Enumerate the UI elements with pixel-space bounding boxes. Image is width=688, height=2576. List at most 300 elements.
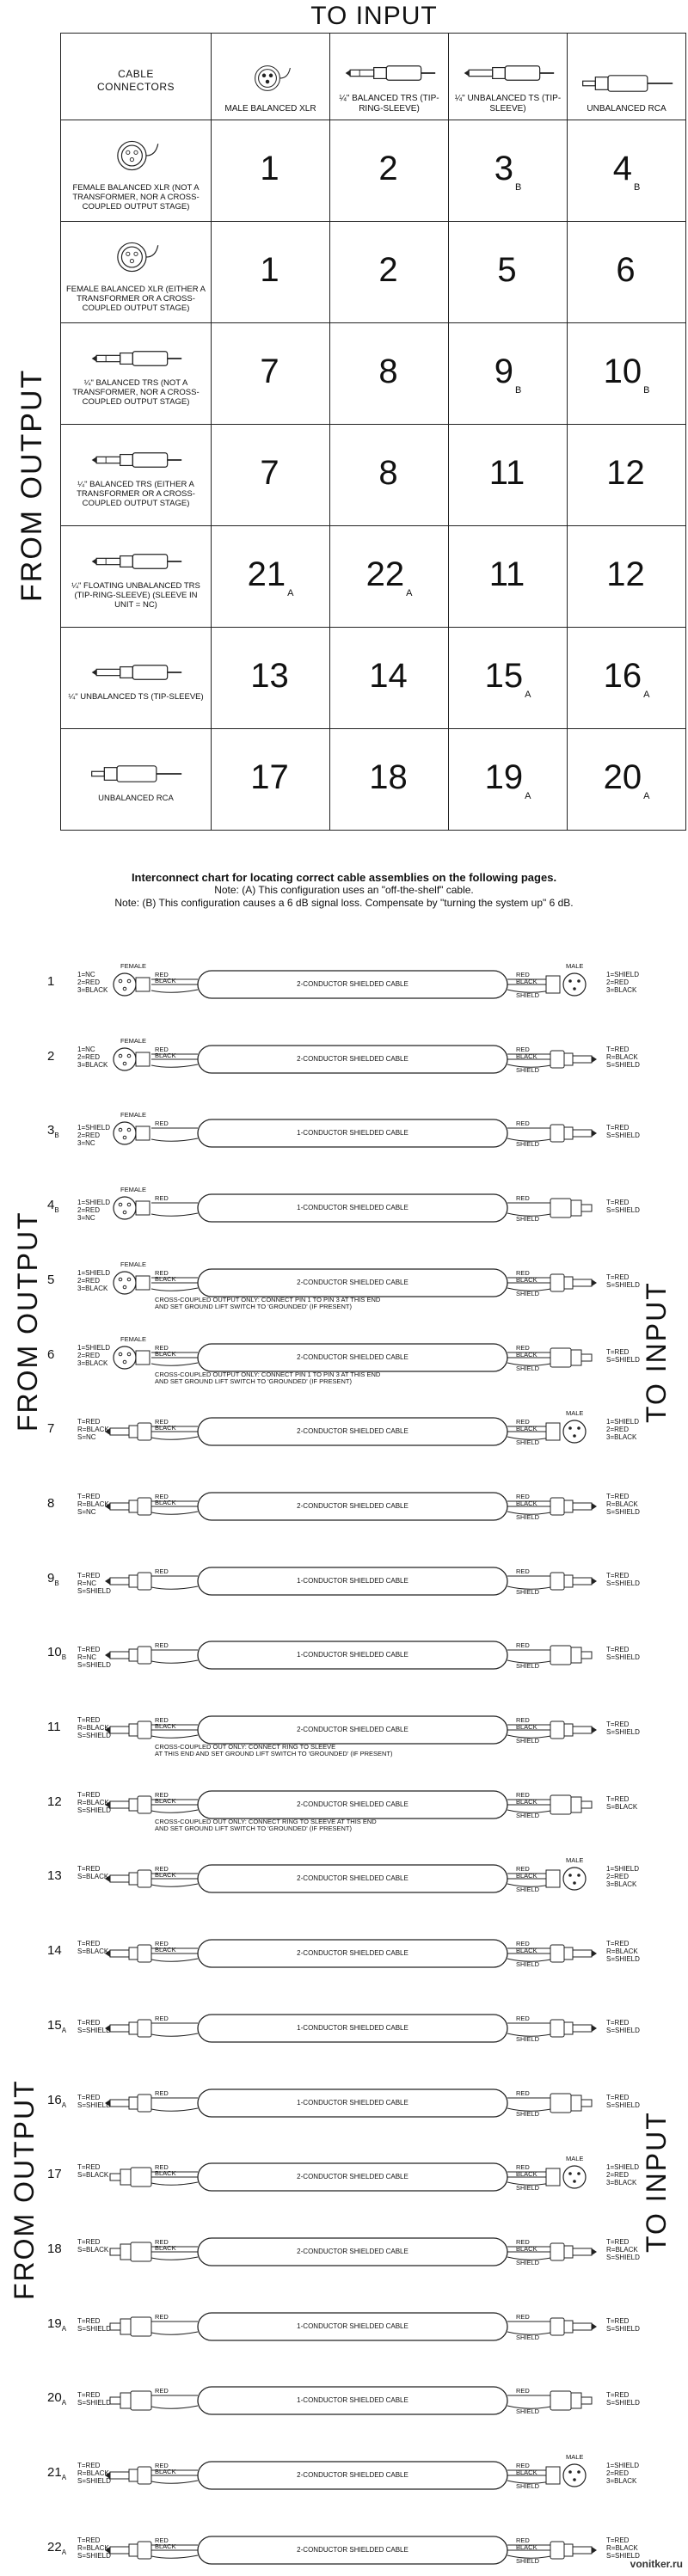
cable-diagram-21 <box>0 2450 688 2501</box>
wire-label-red-right: RED <box>516 2089 530 2097</box>
wire-label-black-left: BLACK <box>155 1871 176 1879</box>
right-pinout: 1=SHIELD 2=RED 3=BLACK <box>606 971 640 994</box>
output-row-label: UNBALANCED RCA <box>98 793 174 803</box>
diagram-number <box>47 2167 62 2183</box>
matrix-cell <box>330 323 449 425</box>
wire-label-black-left: BLACK <box>155 1722 176 1730</box>
cable-type: 2-CONDUCTOR SHIELDED CABLE <box>297 1949 408 1957</box>
wire-label-red-left: RED <box>155 1046 169 1053</box>
cable-type: 2-CONDUCTOR SHIELDED CABLE <box>297 1800 408 1808</box>
left-pinout: T=RED R=BLACK S=NC <box>77 1493 109 1516</box>
diagram-number <box>47 1571 59 1587</box>
wire-label-shield-right: SHIELD <box>516 1960 540 1968</box>
right-pinout: T=RED S=BLACK <box>606 1795 638 1811</box>
cable-number: 10 <box>603 352 642 390</box>
input-header-label: UNBALANCED RCA <box>587 104 666 113</box>
diagram-number <box>47 2540 66 2556</box>
diagram-number <box>47 1198 59 1214</box>
cable-note-letter: B <box>514 181 522 193</box>
cable-number: 2 <box>378 149 398 187</box>
cable-type: 2-CONDUCTOR SHIELDED CABLE <box>297 980 408 988</box>
matrix-cell <box>330 120 449 222</box>
right-pinout: T=RED S=SHIELD <box>606 1646 640 1661</box>
matrix-cell <box>449 120 568 222</box>
left-pinout: T=RED R=NC S=SHIELD <box>77 1572 111 1595</box>
wire-label-red-left: RED <box>155 1194 169 1202</box>
wire-label-red-right: RED <box>516 1641 530 1649</box>
wire-label-black-right: BLACK <box>516 1500 538 1507</box>
cable-diagram-17 <box>0 2151 688 2203</box>
cable-type: 2-CONDUCTOR SHIELDED CABLE <box>297 2471 408 2479</box>
left-pinout: T=RED R=BLACK S=SHIELD <box>77 2462 111 2485</box>
diagram-number-value: 17 <box>47 2167 62 2181</box>
female-label: FEMALE <box>120 1111 147 1119</box>
diagram-number-value: 10 <box>47 1645 62 1659</box>
wire-label-black-right: BLACK <box>516 1872 538 1880</box>
cable-type: 2-CONDUCTOR SHIELDED CABLE <box>297 2173 408 2180</box>
diagram-number-value: 8 <box>47 1496 55 1511</box>
cable-number: 19 <box>484 757 524 796</box>
cable-diagram-11 <box>0 1704 688 1756</box>
output-row-header-5 <box>61 628 212 729</box>
input-header-1 <box>330 34 449 120</box>
wire-label-black-right: BLACK <box>516 1052 538 1060</box>
wire-label-red-left: RED <box>155 2536 169 2544</box>
output-row-header-0 <box>61 120 212 222</box>
wire-label-black-right: BLACK <box>516 1723 538 1731</box>
diagram-number <box>47 2390 66 2407</box>
wire-label-red-left: RED <box>155 1865 169 1873</box>
diagram-number <box>47 1347 54 1364</box>
wire-label-shield-right: SHIELD <box>516 991 540 999</box>
diagram-number-value: 1 <box>47 974 55 989</box>
interconnect-matrix <box>60 33 686 831</box>
wire-label-black-right: BLACK <box>516 2245 538 2253</box>
cable-diagram-5 <box>0 1257 688 1309</box>
cable-note-letter: B <box>643 384 650 396</box>
cable-note-letter: A <box>643 790 650 801</box>
output-row-header-1 <box>61 222 212 323</box>
cable-number: 6 <box>616 250 636 289</box>
diagram-note-letter: A <box>61 2325 67 2333</box>
right-pinout: T=RED S=SHIELD <box>606 2317 640 2333</box>
matrix-cell <box>330 425 449 526</box>
wire-label-black-left: BLACK <box>155 1350 176 1358</box>
cable-type: 1-CONDUCTOR SHIELDED CABLE <box>297 2024 408 2032</box>
cable-note-letter: A <box>525 790 531 801</box>
cable-type: 2-CONDUCTOR SHIELDED CABLE <box>297 2248 408 2255</box>
wire-label-shield-right: SHIELD <box>516 2407 540 2415</box>
cable-type: 1-CONDUCTOR SHIELDED CABLE <box>297 2099 408 2107</box>
wire-label-red-right: RED <box>516 2536 530 2544</box>
wire-label-red-left: RED <box>155 1641 169 1649</box>
left-pinout: T=RED S=BLACK <box>77 2163 109 2179</box>
wire-label-black-right: BLACK <box>516 2469 538 2476</box>
right-pinout: 1=SHIELD 2=RED 3=BLACK <box>606 2163 640 2187</box>
input-header-label: MALE BALANCED XLR <box>224 104 316 113</box>
wire-label-red-left: RED <box>155 1716 169 1724</box>
cable-diagram-1 <box>0 959 688 1010</box>
left-pinout: T=RED S=BLACK <box>77 2238 109 2254</box>
cable-note-letter: A <box>406 587 413 598</box>
output-row-label: ¼" FLOATING UNBALANCED TRS (TIP-RING-SLEEVE) (SLEEVE IN UNIT = NC) <box>71 580 200 610</box>
rca-plug-icon <box>61 762 211 788</box>
right-pinout: T=RED S=SHIELD <box>606 1720 640 1736</box>
diagram-note-letter: B <box>54 1579 59 1587</box>
wire-label-shield-right: SHIELD <box>516 1365 540 1372</box>
matrix-cell <box>449 323 568 425</box>
cable-note-letter: A <box>287 587 294 598</box>
wire-label-red-left: RED <box>155 2387 169 2395</box>
diagram-number <box>47 2465 66 2481</box>
matrix-cell <box>212 120 330 222</box>
wire-label-black-left: BLACK <box>155 2468 176 2475</box>
diagram-number-value: 5 <box>47 1273 55 1287</box>
wire-label-black-right: BLACK <box>516 1351 538 1359</box>
matrix-cell <box>568 323 686 425</box>
diagram-note-letter: A <box>61 2101 67 2109</box>
matrix-cell <box>330 729 449 831</box>
matrix-cell <box>568 729 686 831</box>
wire-label-shield-right: SHIELD <box>516 1215 540 1223</box>
matrix-cell <box>568 222 686 323</box>
cable-number: 11 <box>488 453 525 492</box>
female-label: FEMALE <box>120 1335 147 1343</box>
wire-label-shield-right: SHIELD <box>516 2334 540 2341</box>
wire-label-black-left: BLACK <box>155 2244 176 2252</box>
left-pinout: 1=NC 2=RED 3=BLACK <box>77 971 108 994</box>
cable-note-letter: A <box>525 689 531 700</box>
wire-label-red-left: RED <box>155 2015 169 2022</box>
wire-label-shield-right: SHIELD <box>516 1886 540 1893</box>
matrix-cell <box>449 729 568 831</box>
wire-label-red-left: RED <box>155 1791 169 1799</box>
notes-title: Interconnect chart for locating correct cable assemblies on the following pages. <box>131 871 557 884</box>
wire-label-shield-right: SHIELD <box>516 2259 540 2266</box>
cable-note-letter: B <box>633 181 641 193</box>
wire-label-black-right: BLACK <box>516 2170 538 2178</box>
output-row-label: FEMALE BALANCED XLR (EITHER A TRANSFORMER OR A CROSS-COUPLED OUTPUT STAGE) <box>65 284 206 313</box>
cable-note-letter: B <box>514 384 522 396</box>
diagram-number <box>47 1794 62 1811</box>
left-pinout: T=RED R=BLACK S=SHIELD <box>77 1791 111 1814</box>
cable-type: 1-CONDUCTOR SHIELDED CABLE <box>297 2322 408 2330</box>
top-title: TO INPUT <box>310 2 438 30</box>
wire-label-red-left: RED <box>155 2238 169 2246</box>
cable-diagram-19 <box>0 2301 688 2352</box>
cable-number: 7 <box>260 453 280 492</box>
wire-label-red-left: RED <box>155 1940 169 1947</box>
note-b: Note: (B) This configuration causes a 6 dB signal loss. Compensate by "turning the system up" 6 dB. <box>114 897 574 909</box>
matrix-cell <box>212 222 330 323</box>
cable-diagram-2 <box>0 1033 688 1085</box>
wire-label-red-left: RED <box>155 1269 169 1277</box>
right-pinout: T=RED S=SHIELD <box>606 1199 640 1214</box>
diagram-side-from-output-2: FROM OUTPUT <box>9 2079 40 2300</box>
left-pinout: T=RED S=SHIELD <box>77 2317 111 2333</box>
matrix-cell <box>212 729 330 831</box>
left-pinout: T=RED S=SHIELD <box>77 2019 111 2034</box>
matrix-cell <box>212 628 330 729</box>
cable-diagram-3 <box>0 1107 688 1159</box>
input-header-2 <box>449 34 568 120</box>
diagram-number-value: 3 <box>47 1123 55 1138</box>
trs-plug-icon <box>61 448 211 475</box>
input-header-3 <box>568 34 686 120</box>
output-row-label: ¼" UNBALANCED TS (TIP-SLEEVE) <box>68 691 204 702</box>
left-pinout: T=RED R=BLACK S=SHIELD <box>77 1716 111 1739</box>
diagram-number <box>47 1496 54 1512</box>
cable-type: 2-CONDUCTOR SHIELDED CABLE <box>297 1279 408 1286</box>
diagram-number <box>47 2242 62 2258</box>
cable-number: 5 <box>497 250 517 289</box>
wire-label-shield-right: SHIELD <box>516 2557 540 2565</box>
cable-diagram-22 <box>0 2524 688 2576</box>
matrix-cell <box>568 425 686 526</box>
wire-label-black-left: BLACK <box>155 1797 176 1805</box>
output-row-label: ¼" BALANCED TRS (EITHER A TRANSFORMER OR A CROSS-COUPLED OUTPUT STAGE) <box>77 479 195 508</box>
right-pinout: T=RED S=SHIELD <box>606 2391 640 2407</box>
diagram-number-value: 2 <box>47 1049 55 1064</box>
wire-label-shield-right: SHIELD <box>516 1290 540 1297</box>
cross-coupled-note: CROSS-COUPLED OUTPUT ONLY: CONNECT PIN 1 TO PIN 3 AT THIS END AND SET GROUND LIFT SWITCH TO 'GROUNDED' (IF PRESENT) <box>155 1296 381 1310</box>
wire-label-black-left: BLACK <box>155 1499 176 1506</box>
cable-number: 21 <box>247 555 286 593</box>
female-label: FEMALE <box>120 1260 147 1268</box>
diagram-side-from-output-1: FROM OUTPUT <box>12 1211 43 1432</box>
note-a: Note: (A) This configuration uses an "off-the-shelf" cable. <box>214 884 474 896</box>
cable-number: 18 <box>369 757 408 796</box>
cable-number: 13 <box>250 656 289 695</box>
wire-label-red-left: RED <box>155 2462 169 2469</box>
matrix-cell <box>568 628 686 729</box>
wire-label-red-right: RED <box>516 2163 530 2171</box>
cable-type: 1-CONDUCTOR SHIELDED CABLE <box>297 1651 408 1659</box>
cable-type: 1-CONDUCTOR SHIELDED CABLE <box>297 1204 408 1211</box>
cable-number: 1 <box>260 149 280 187</box>
right-pinout: 1=SHIELD 2=RED 3=BLACK <box>606 1418 640 1441</box>
input-header-label: ¼" BALANCED TRS (TIP-RING-SLEEVE) <box>339 94 439 113</box>
cable-number: 7 <box>260 352 280 390</box>
corner-label: CABLE CONNECTORS <box>96 68 175 93</box>
cable-number: 1 <box>260 250 280 289</box>
diagram-number-value: 22 <box>47 2540 62 2555</box>
diagram-number <box>47 1421 54 1438</box>
diagram-number-value: 11 <box>47 1720 61 1734</box>
wire-label-red-right: RED <box>516 2015 530 2022</box>
diagram-number <box>47 1123 59 1139</box>
left-pinout: T=RED S=SHIELD <box>77 2391 111 2407</box>
wire-label-black-right: BLACK <box>516 978 538 985</box>
left-pinout: T=RED S=BLACK <box>77 1940 109 1955</box>
diagram-number-value: 9 <box>47 1571 55 1585</box>
wire-label-red-left: RED <box>155 2313 169 2321</box>
diagram-number <box>47 974 54 991</box>
input-header-0 <box>212 34 330 120</box>
matrix-cell <box>568 120 686 222</box>
wire-label-shield-right: SHIELD <box>516 1812 540 1819</box>
wire-label-black-left: BLACK <box>155 2542 176 2550</box>
diagram-side-to-input-2: TO INPUT <box>641 2111 672 2253</box>
cable-number: 14 <box>369 656 408 695</box>
wire-label-red-left: RED <box>155 1344 169 1352</box>
cable-diagram-4 <box>0 1182 688 1234</box>
right-pinout: T=RED S=SHIELD <box>606 1124 640 1139</box>
wire-label-shield-right: SHIELD <box>516 1140 540 1148</box>
matrix-cell <box>330 222 449 323</box>
cable-diagram-20 <box>0 2375 688 2426</box>
diagram-note-letter: B <box>61 1653 67 1661</box>
diagram-number-value: 16 <box>47 2093 62 2107</box>
cable-diagram-12 <box>0 1779 688 1831</box>
left-pinout: 1=SHIELD 2=RED 3=BLACK <box>77 1344 111 1367</box>
wire-label-shield-right: SHIELD <box>516 1066 540 1074</box>
wire-label-red-left: RED <box>155 1119 169 1127</box>
cable-number: 17 <box>250 757 289 796</box>
wire-label-black-left: BLACK <box>155 1424 176 1432</box>
cable-type: 2-CONDUCTOR SHIELDED CABLE <box>297 1726 408 1733</box>
diagram-number-value: 12 <box>47 1794 62 1809</box>
matrix-cell <box>212 526 330 628</box>
diagram-number <box>47 1273 54 1289</box>
matrix-cell <box>449 526 568 628</box>
right-pinout: T=RED S=SHIELD <box>606 1348 640 1364</box>
cable-diagram-8 <box>0 1481 688 1532</box>
diagram-number <box>47 2093 66 2109</box>
wire-label-black-right: BLACK <box>516 2543 538 2551</box>
cable-diagram-7 <box>0 1406 688 1457</box>
male-label: MALE <box>566 2453 584 2461</box>
left-pinout: T=RED R=NC S=SHIELD <box>77 1646 111 1669</box>
wire-label-red-left: RED <box>155 2089 169 2097</box>
right-pinout: T=RED R=BLACK S=SHIELD <box>606 2536 640 2560</box>
cable-diagram-15 <box>0 2003 688 2054</box>
output-row-header-4 <box>61 526 212 628</box>
diagram-number-value: 14 <box>47 1943 62 1958</box>
ts-plug-icon <box>449 61 567 89</box>
left-pinout: 1=NC 2=RED 3=BLACK <box>77 1046 108 1069</box>
male-label: MALE <box>566 2155 584 2162</box>
cable-note-letter: A <box>643 689 650 700</box>
left-pinout: 1=SHIELD 2=RED 3=NC <box>77 1124 111 1147</box>
wire-label-red-right: RED <box>516 1418 530 1426</box>
wire-label-red-right: RED <box>516 1567 530 1575</box>
wire-label-red-left: RED <box>155 1567 169 1575</box>
right-pinout: T=RED R=BLACK S=SHIELD <box>606 1940 640 1963</box>
output-row-label: FEMALE BALANCED XLR (NOT A TRANSFORMER, NOR A CROSS-COUPLED OUTPUT STAGE) <box>72 182 200 212</box>
diagram-note-letter: B <box>54 1132 59 1139</box>
cable-number: 4 <box>612 149 632 187</box>
cable-diagram-16 <box>0 2077 688 2129</box>
diagram-note-letter: A <box>61 2548 67 2556</box>
wire-label-red-right: RED <box>516 2238 530 2246</box>
wire-label-shield-right: SHIELD <box>516 1513 540 1521</box>
output-row-header-6 <box>61 729 212 831</box>
matrix-cell <box>330 628 449 729</box>
left-pinout: 1=SHIELD 2=RED 3=BLACK <box>77 1269 111 1292</box>
cable-diagram-13 <box>0 1853 688 1904</box>
cable-diagram-14 <box>0 1928 688 1979</box>
wire-label-red-right: RED <box>516 971 530 978</box>
cable-number: 11 <box>488 555 525 593</box>
trs-plug-icon <box>61 549 211 576</box>
matrix-cell <box>449 628 568 729</box>
wire-label-shield-right: SHIELD <box>516 2184 540 2192</box>
male-label: MALE <box>566 1856 584 1864</box>
wire-label-red-right: RED <box>516 1865 530 1873</box>
male-label: MALE <box>566 1409 584 1417</box>
cable-number: 15 <box>484 656 524 695</box>
wire-label-red-right: RED <box>516 1344 530 1352</box>
wire-label-red-right: RED <box>516 1046 530 1053</box>
xlr-female-icon <box>61 237 211 279</box>
wire-label-red-right: RED <box>516 1194 530 1202</box>
wire-label-red-right: RED <box>516 1119 530 1127</box>
diagram-note-letter: A <box>61 2027 67 2034</box>
diagram-number <box>47 2018 66 2034</box>
wire-label-black-right: BLACK <box>516 1798 538 1806</box>
wire-label-red-right: RED <box>516 2387 530 2395</box>
right-pinout: T=RED S=SHIELD <box>606 1572 640 1587</box>
wire-label-red-right: RED <box>516 2462 530 2469</box>
trs-plug-icon <box>330 61 448 89</box>
ts-plug-icon <box>61 660 211 687</box>
cable-number: 2 <box>378 250 398 289</box>
wire-label-red-right: RED <box>516 1269 530 1277</box>
wire-label-red-right: RED <box>516 1940 530 1947</box>
diagram-number-value: 15 <box>47 2018 62 2033</box>
wire-label-shield-right: SHIELD <box>516 2482 540 2490</box>
interconnect-notes <box>0 871 688 910</box>
wire-label-shield-right: SHIELD <box>516 1662 540 1670</box>
diagram-note-letter: B <box>54 1206 59 1214</box>
wire-label-black-left: BLACK <box>155 2169 176 2177</box>
right-pinout: T=RED S=SHIELD <box>606 2019 640 2034</box>
cable-number: 9 <box>494 352 513 390</box>
cable-type: 2-CONDUCTOR SHIELDED CABLE <box>297 2546 408 2554</box>
female-label: FEMALE <box>120 1037 147 1045</box>
diagram-number <box>47 1943 62 1960</box>
wire-label-black-left: BLACK <box>155 1052 176 1059</box>
rca-plug-icon <box>568 71 685 99</box>
cable-number: 12 <box>606 555 645 593</box>
input-header-label: ¼" UNBALANCED TS (TIP-SLEEVE) <box>454 94 562 113</box>
output-row-header-2 <box>61 323 212 425</box>
male-label: MALE <box>566 962 584 970</box>
right-pinout: T=RED S=SHIELD <box>606 2094 640 2109</box>
right-pinout: 1=SHIELD 2=RED 3=BLACK <box>606 1865 640 1888</box>
diagram-number <box>47 1720 61 1736</box>
wire-label-black-right: BLACK <box>516 1425 538 1432</box>
diagram-number-value: 13 <box>47 1868 62 1883</box>
wire-label-red-left: RED <box>155 971 169 978</box>
diagram-number-value: 6 <box>47 1347 55 1362</box>
diagram-number <box>47 2316 66 2333</box>
right-pinout: T=RED S=SHIELD <box>606 1273 640 1289</box>
diagram-number <box>47 1645 66 1661</box>
cable-type: 2-CONDUCTOR SHIELDED CABLE <box>297 1874 408 1882</box>
wire-label-shield-right: SHIELD <box>516 2035 540 2043</box>
cable-type: 1-CONDUCTOR SHIELDED CABLE <box>297 1129 408 1137</box>
cable-type: 2-CONDUCTOR SHIELDED CABLE <box>297 1055 408 1063</box>
diagram-number-value: 21 <box>47 2465 62 2480</box>
cable-type: 1-CONDUCTOR SHIELDED CABLE <box>297 1577 408 1585</box>
diagram-note-letter: A <box>61 2474 67 2481</box>
cable-number: 20 <box>603 757 642 796</box>
wire-label-black-right: BLACK <box>516 1276 538 1284</box>
matrix-cell <box>449 222 568 323</box>
left-pinout: 1=SHIELD 2=RED 3=NC <box>77 1199 111 1222</box>
